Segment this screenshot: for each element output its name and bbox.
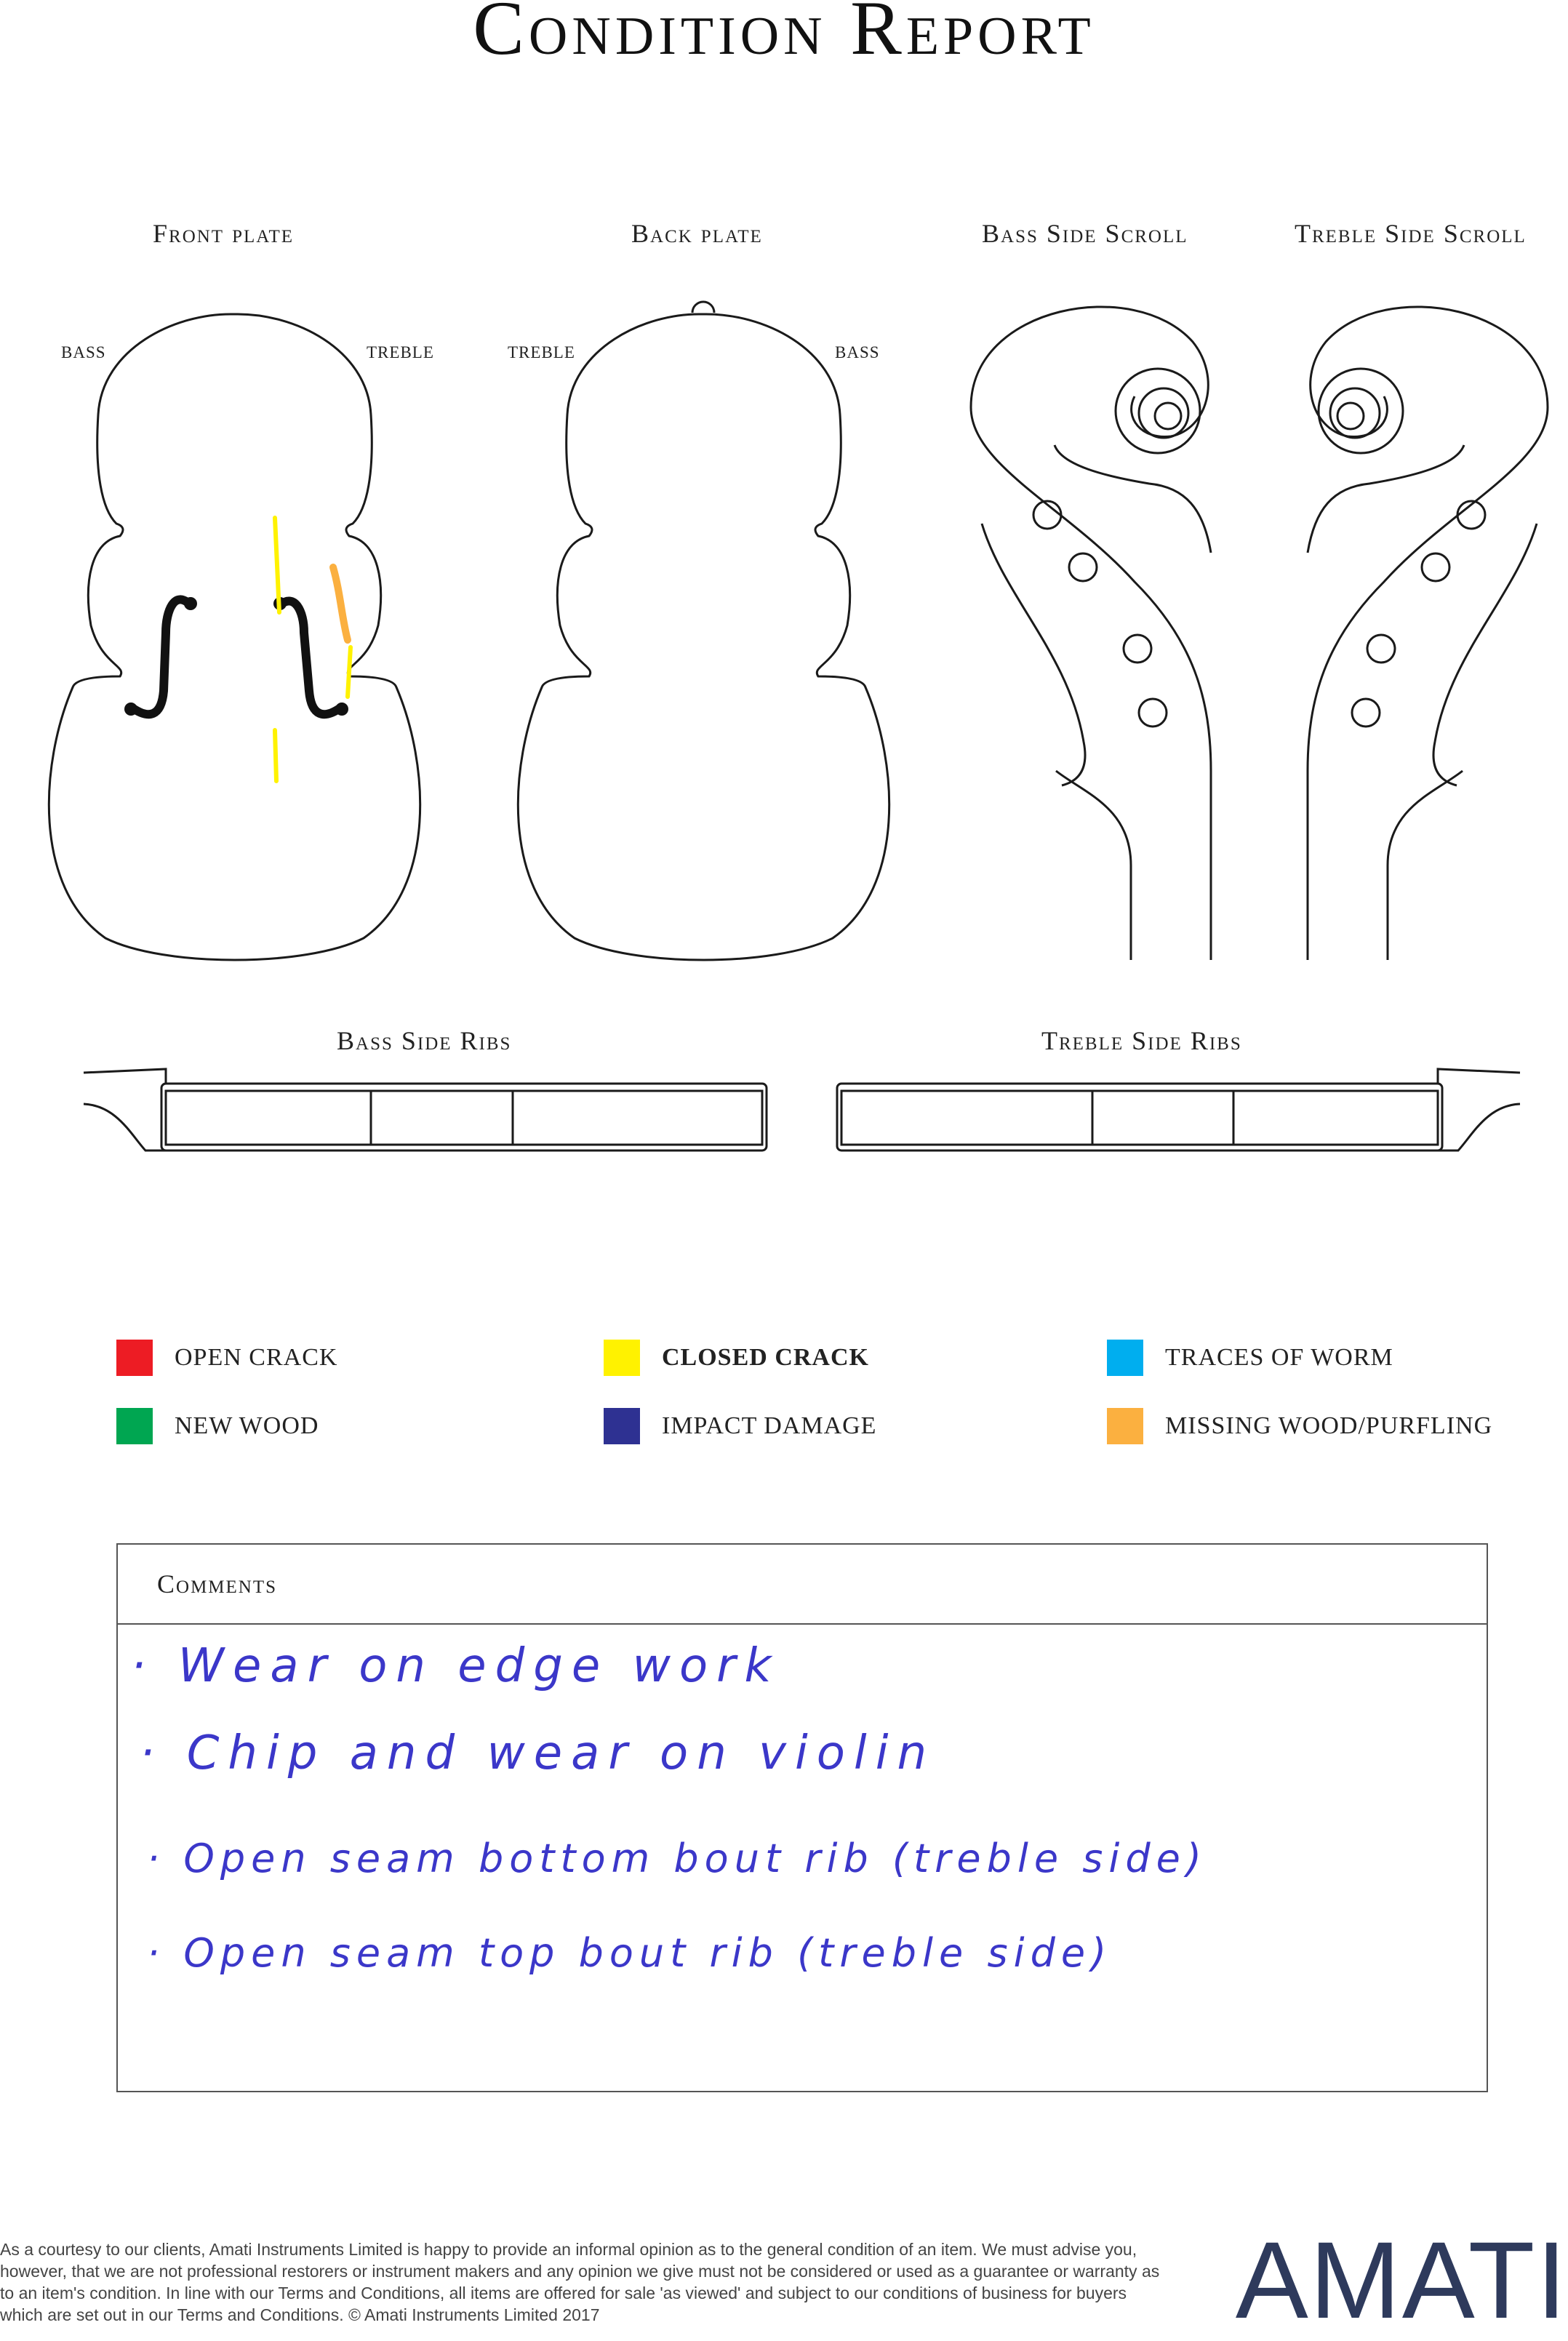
front-bass-label: BASS: [61, 343, 106, 361]
comment-line-3: · Open seam bottom bout rib (treble side): [147, 1836, 1207, 1881]
open-crack-swatch: [116, 1340, 153, 1376]
legend-new-wood: [116, 1408, 319, 1444]
legend-closed-crack: [604, 1340, 869, 1376]
legend-missing-wood-purfling: [1107, 1408, 1492, 1444]
legend-label: TRACES OF WORM: [1165, 1344, 1393, 1371]
back-plate-button: [692, 302, 714, 313]
amati-logo: AMATI: [1235, 2219, 1568, 2341]
legend-label: OPEN CRACK: [175, 1344, 338, 1371]
comment-line-4: · Open seam top bout rib (treble side): [147, 1930, 1113, 1976]
legend-label: NEW WOOD: [175, 1412, 319, 1439]
page-title: Condition Report: [473, 0, 1095, 71]
f-holes: [131, 599, 342, 714]
legend-label: MISSING WOOD/PURFLING: [1165, 1412, 1493, 1439]
legend-impact-damage: [604, 1408, 876, 1444]
left-f-hole: [131, 599, 191, 714]
new-wood-swatch: [116, 1408, 153, 1444]
bass-side-ribs-drawing: [84, 1069, 767, 1151]
treble-side-ribs-drawing: [837, 1069, 1520, 1151]
bass-side-scroll-label: Bass Side Scroll: [982, 219, 1188, 248]
bass-side-ribs-label: Bass Side Ribs: [337, 1026, 512, 1055]
legend-label: CLOSED CRACK: [662, 1344, 869, 1371]
right-f-hole: [280, 601, 342, 714]
legend-open-crack: [116, 1340, 337, 1376]
treble-side-ribs-label: Treble Side Ribs: [1041, 1026, 1242, 1055]
back-treble-label: TREBLE: [508, 343, 575, 361]
comments-box: [116, 1543, 1488, 2092]
comment-line-1: · Wear on edge work: [131, 1639, 780, 1693]
missing-wood-mark: [333, 567, 348, 640]
impact-damage-swatch: [604, 1408, 640, 1444]
traces-of-worm-swatch: [1107, 1340, 1143, 1376]
missing-wood-purfling-swatch: [1107, 1408, 1143, 1444]
closed-crack-swatch: [604, 1340, 640, 1376]
comments-heading: Comments: [118, 1545, 1487, 1625]
front-plate-outline: [49, 314, 420, 960]
front-treble-label: TREBLE: [367, 343, 434, 361]
comment-line-2: · Chip and wear on violin: [140, 1726, 936, 1780]
legend-traces-of-worm: [1107, 1340, 1393, 1376]
treble-side-scroll-label: Treble Side Scroll: [1295, 219, 1527, 248]
back-plate-label: Back plate: [631, 219, 763, 248]
front-plate-label: Front plate: [153, 219, 295, 248]
back-bass-label: BASS: [835, 343, 880, 361]
closed-crack-marks: [275, 518, 351, 781]
legend-label: IMPACT DAMAGE: [662, 1412, 877, 1439]
disclaimer-text: As a courtesy to our clients, Amati Instruments Limited is happy to provide an informal opinion as to the general condition of an item. We must advise you, however, that we are not professional restorers or instrument makers and any opinion we give must not be considered or used as a guarantee or warranty as to an item's condition. In line with our Terms and Conditions, all items are offered for sale 'as viewed' and subject to our conditions of business for buyers which are set out in our Terms and Conditions. © Amati Instruments Limited 2017: [0, 2240, 1160, 2324]
back-plate-outline: [518, 314, 889, 960]
